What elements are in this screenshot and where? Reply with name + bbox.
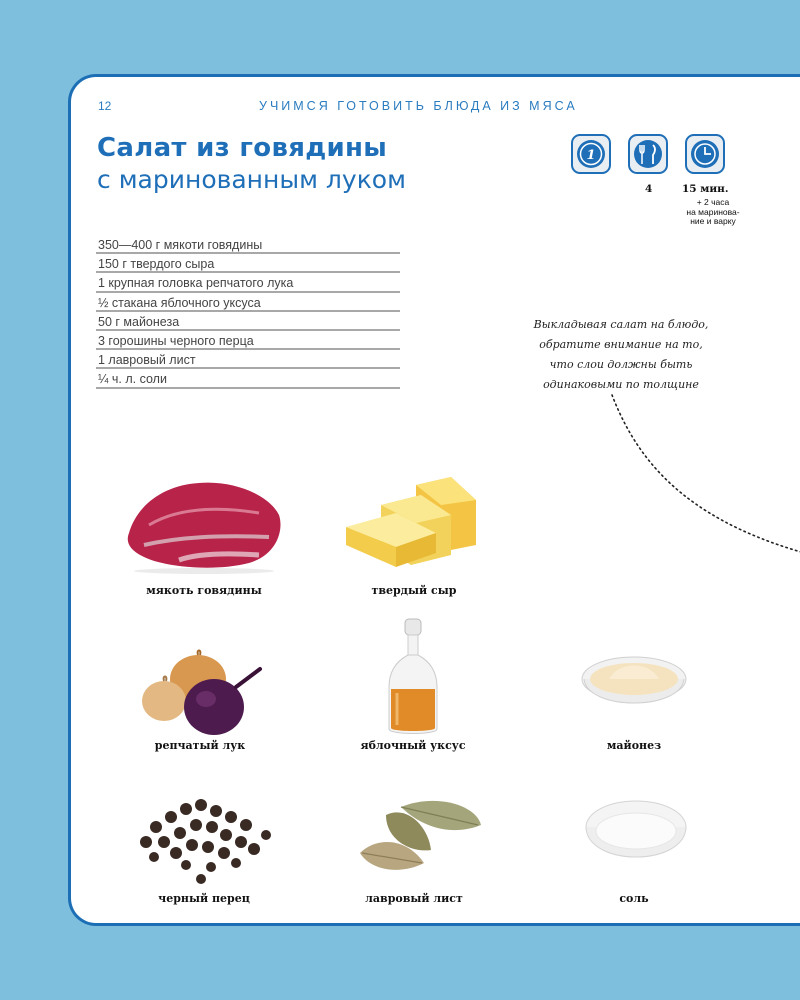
cheese-image [341, 475, 481, 575]
black-pepper-image [126, 787, 276, 887]
cheese-caption: твердый сыр [371, 584, 457, 597]
recipe-page [68, 74, 800, 926]
time-value: 15 мин. [682, 183, 729, 195]
onion-image [136, 649, 266, 739]
mayonnaise-image [579, 649, 689, 724]
tip-line: обратите внимание на то, [539, 338, 703, 351]
onion-caption: репчатый лук [154, 739, 246, 752]
ingredient-item: 1 лавровый лист [96, 350, 400, 369]
servings-value: 4 [645, 183, 653, 195]
beef-image [119, 475, 289, 575]
time-extra-line: на маринова- [686, 206, 740, 217]
black-pepper-caption: черный перец [158, 892, 250, 905]
ingredient-item: 50 г майонеза [96, 312, 400, 331]
mayonnaise-caption: майонез [606, 739, 662, 752]
vinegar-caption: яблочный уксус [360, 739, 466, 752]
salt-image [581, 795, 691, 880]
tip-line: что слои должны быть [549, 358, 693, 371]
vinegar-image [383, 617, 443, 739]
recipe-title: Салат из говядины [97, 133, 388, 163]
ingredient-item: 3 горошины черного перца [96, 331, 400, 350]
ingredient-item: 350—400 г мякоти говядины [96, 235, 400, 254]
tip-line: Выкладывая салат на блюдо, [533, 318, 709, 331]
ingredient-item: ½ стакана яблочного уксуса [96, 293, 400, 312]
time-extra-line: ние и варку [690, 216, 736, 226]
salt-caption: соль [619, 892, 649, 905]
beef-caption: мякоть говядины [146, 584, 262, 597]
page-number: 12 [98, 99, 112, 113]
bay-leaf-caption: лавровый лист [365, 892, 463, 905]
bay-leaf-image [356, 795, 486, 880]
time-extra-line: + 2 часа [696, 197, 730, 207]
ingredient-item: 150 г твердого сыра [96, 254, 400, 273]
tip-line: одинаковыми по толщине [543, 378, 699, 391]
section-title: УЧИМСЯ ГОТОВИТЬ БЛЮДА ИЗ МЯСА [259, 99, 578, 113]
ingredient-item: 1 крупная головка репчатого лука [96, 273, 400, 292]
recipe-subtitle: с маринованным луком [97, 165, 406, 194]
svg-text:1: 1 [586, 148, 596, 163]
ingredient-item: ¼ ч. л. соли [96, 369, 400, 388]
